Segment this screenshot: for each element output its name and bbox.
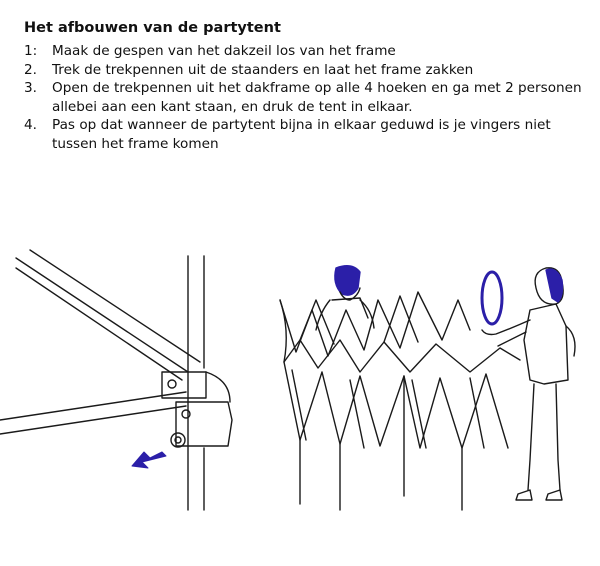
step-number: 2. — [24, 61, 37, 78]
step-list — [24, 42, 584, 153]
instruction-heading: Het afbouwen van de partytent — [24, 20, 281, 36]
illustration-svg — [0, 236, 600, 566]
step-number: 4. — [24, 117, 37, 133]
step-item — [24, 79, 584, 116]
frame-corner-illustration — [0, 250, 232, 510]
arrow-icon — [132, 452, 166, 468]
tent-collapse-illustration — [280, 266, 575, 510]
step-text: Maak de gespen van het dakzeil los van het frame — [52, 43, 396, 59]
step-text: Pas op dat wanneer de partytent bijna in elkaar geduwd is je vingers niet tussen het frame komen — [52, 117, 551, 152]
highlight-ring — [482, 272, 502, 324]
step-text: Trek de trekpennen uit de staanders en laat het frame zakken — [52, 61, 474, 78]
step-item — [24, 61, 584, 80]
step-text: Open de trekpennen uit het dakframe op alle 4 hoeken en ga met 2 personen allebei aan een kant staan, en druk de tent in elkaar. — [52, 80, 582, 115]
step-item — [24, 42, 584, 61]
step-item — [24, 116, 584, 153]
step-number: 1: — [24, 43, 38, 59]
step-number: 3. — [24, 80, 37, 96]
illustration-area — [0, 236, 600, 566]
